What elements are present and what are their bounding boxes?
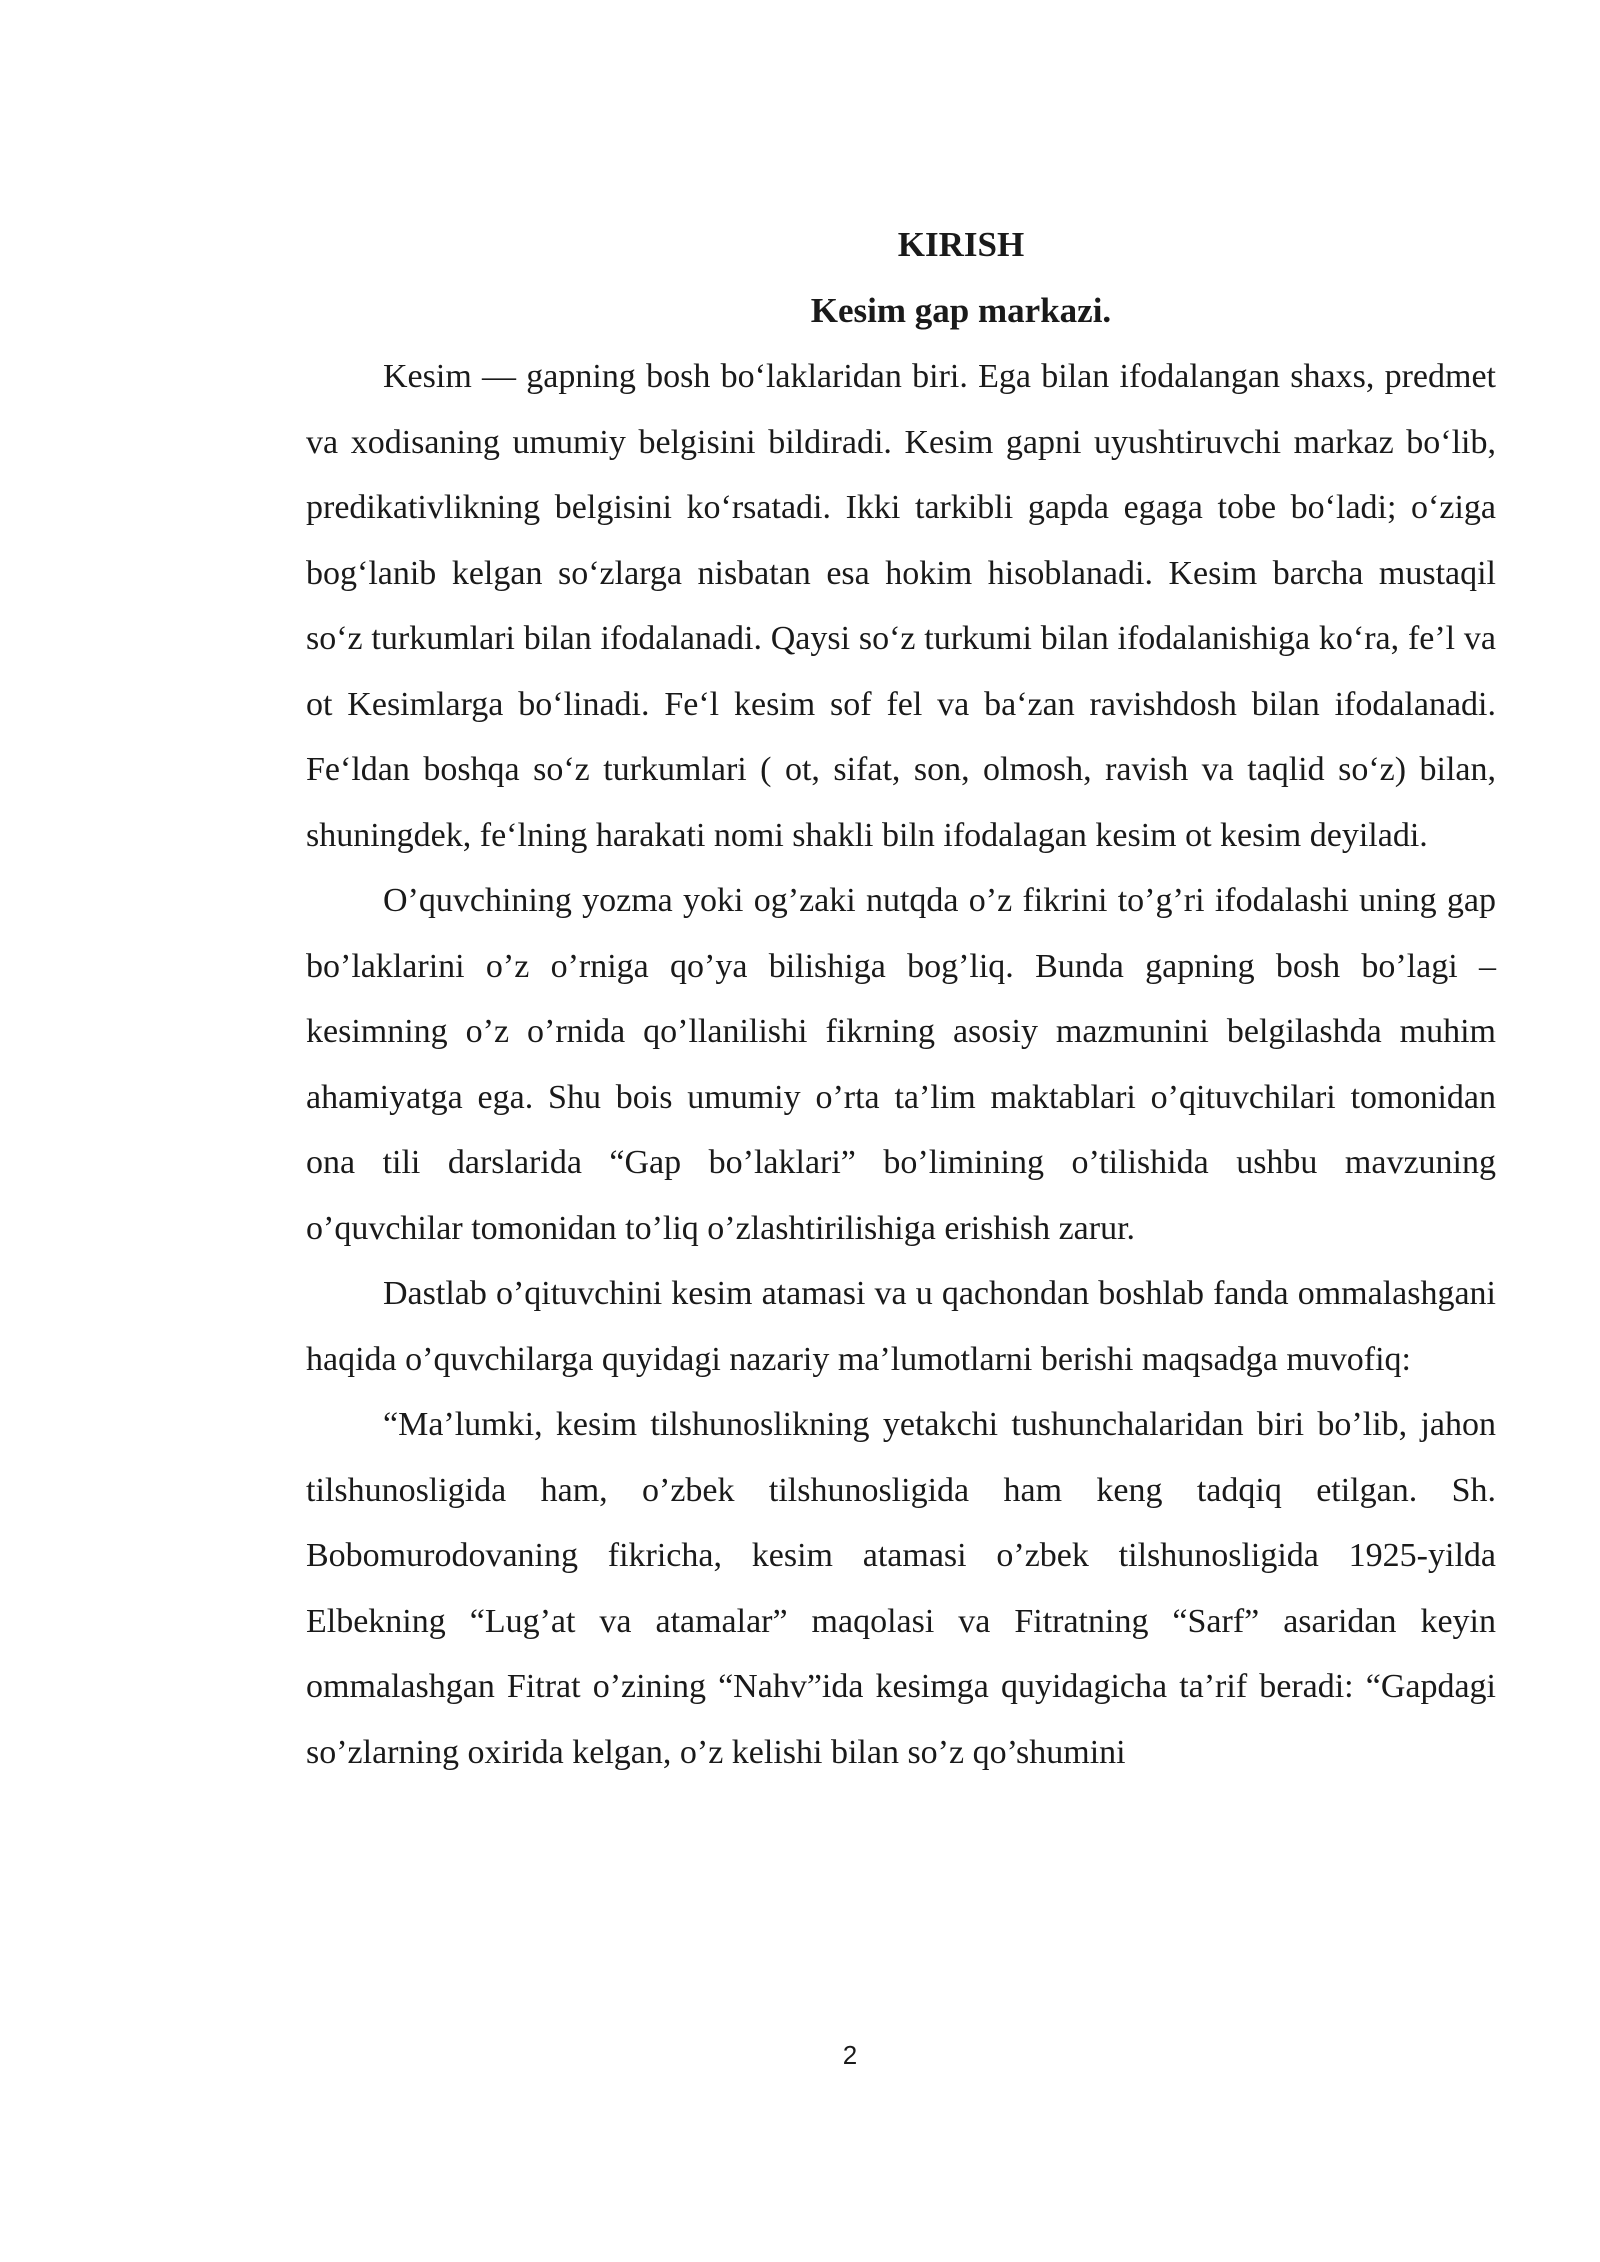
section-subtitle: Kesim gap markazi. xyxy=(810,291,1112,330)
paragraph-1: Kesim — gapning bosh bo‘laklaridan biri. Ega bilan ifodalangan shaxs, predmet va xodisaning umumiy belgisini bildiradi. Kesim gapni uyushtiruvchi markaz bo‘lib, predikativlikning belgisini ko‘rsatadi. Ikki tarkibli gapda egaga tobe bo‘ladi; o‘ziga bog‘lanib kelgan so‘zlarga nisbatan esa hokim hisoblanadi. Kesim barcha mustaqil so‘z turkumlari bilan ifodalanadi. Qaysi so‘z turkumi bilan ifodalanishiga ko‘ra, fe’l va ot Kesimlarga bo‘linadi. Fe‘l kesim sof fel va ba‘zan ravishdosh bilan ifodalanadi. Fe‘ldan boshqa so‘z turkumlari ( ot, sifat, son, olmosh, ravish va taqlid so‘z) bilan, shuningdek, fe‘lning harakati nomi shakli biln ifodalagan kesim ot kesim deyiladi. xyxy=(306,358,1496,854)
paragraph-3: Dastlab o’qituvchini kesim atamasi va u qachondan boshlab fanda ommalashgani haqida o’quvchilarga quyidagi nazariy ma’lumotlarni berishi maqsadga muvofiq: xyxy=(306,1275,1496,1378)
paragraph-4: “Ma’lumki, kesim tilshunoslikning yetakchi tushunchalaridan biri bo’lib, jahon tilshunosligida ham, o’zbek tilshunosligida ham keng tadqiq etilgan. Sh. Bobomurodovaning fikricha, kesim atamasi o’zbek tilshunosligida 1925-yilda Elbekning “Lug’at va atamalar” maqolasi va Fitratning “Sarf” asaridan keyin ommalashgan Fitrat o’zining “Nahv”ida kesimga quyidagicha ta’rif beradi: “Gapdagi so’zlarning oxirida kelgan, o’z kelishi bilan so’z qo’shumini xyxy=(306,1406,1496,1771)
page-content xyxy=(306,212,1496,1785)
paragraph-2: O’quvchining yozma yoki og’zaki nutqda o’z fikrini to’g’ri ifodalashi uning gap bo’laklarini o’z o’rniga qo’ya bilishiga bog’liq. Bunda gapning bosh bo’lagi – kesimning o’z o’rnida qo’llanilishi fikrning asosiy mazmunini belgilashda muhim ahamiyatga ega. Shu bois umumiy o’rta ta’lim maktablari o’qituvchilari tomonidan ona tili darslarida “Gap bo’laklari” bo’limining o’tilishida ushbu mavzuning o’quvchilar tomonidan to’liq o’zlashtirilishiga erishish zarur. xyxy=(306,882,1496,1247)
page-title: KIRISH xyxy=(897,225,1025,264)
page-number: 2 xyxy=(842,2040,858,2070)
